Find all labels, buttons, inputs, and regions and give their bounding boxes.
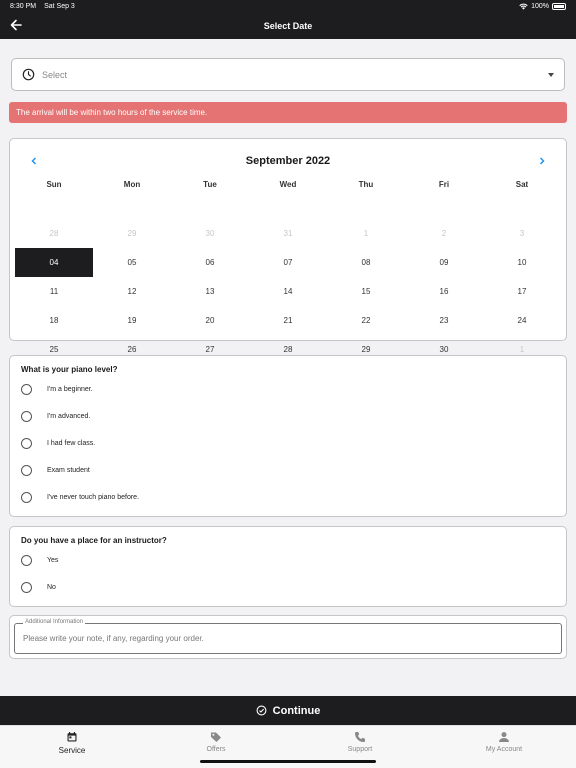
calendar-day: 3	[519, 229, 525, 238]
calendar-day[interactable]: 10	[517, 258, 527, 267]
calendar-day: 2	[441, 229, 447, 238]
calendar-day[interactable]: 27	[205, 345, 215, 354]
battery-icon	[552, 3, 566, 10]
alert-text: The arrival will be within two hours of the service time.	[16, 108, 208, 117]
calendar-day[interactable]: 12	[127, 287, 137, 296]
calendar-day-selected[interactable]: 04	[15, 248, 93, 277]
calendar-day[interactable]: 18	[49, 316, 59, 325]
calendar-day[interactable]: 26	[127, 345, 137, 354]
radio-icon	[21, 582, 32, 593]
calendar-weekdays	[15, 180, 561, 189]
tab-label: Support	[347, 746, 373, 753]
calendar-icon	[66, 731, 78, 743]
calendar-day[interactable]: 08	[361, 258, 371, 267]
calendar-day: 28	[49, 229, 59, 238]
option-label: No	[47, 584, 56, 591]
tab-label: My Account	[485, 746, 523, 753]
calendar-day[interactable]: 30	[439, 345, 449, 354]
continue-button[interactable]	[0, 696, 576, 725]
time-select-placeholder: Select	[42, 69, 68, 80]
additional-info-placeholder: Please write your note, if any, regarding your order.	[23, 634, 204, 643]
option-label: I've never touch piano before.	[47, 494, 140, 501]
calendar-day[interactable]: 21	[283, 316, 293, 325]
calendar-day: 29	[127, 229, 137, 238]
instructor-place-option[interactable]	[21, 555, 58, 566]
calendar-month: September 2022	[245, 155, 331, 167]
weekday-label: Thu	[358, 180, 374, 189]
instructor-place-question: Do you have a place for an instructor?	[21, 536, 167, 545]
tab-label: Offers	[206, 746, 226, 753]
calendar-day[interactable]: 09	[439, 258, 449, 267]
additional-info-field[interactable]	[14, 619, 562, 654]
instructor-place-option[interactable]	[21, 582, 56, 593]
calendar-day: 1	[363, 229, 369, 238]
calendar-day[interactable]: 16	[439, 287, 449, 296]
radio-icon	[21, 384, 32, 395]
calendar-day[interactable]: 06	[205, 258, 215, 267]
home-indicator	[200, 760, 376, 763]
app-bar	[0, 13, 576, 39]
weekday-label: Wed	[279, 180, 297, 189]
calendar-day[interactable]: 07	[283, 258, 293, 267]
option-label: I had few class.	[47, 440, 96, 447]
status-time: 8:30 PM	[10, 3, 37, 10]
weekday-label: Sun	[46, 180, 62, 189]
chevron-right-icon[interactable]	[537, 156, 547, 166]
calendar-day[interactable]: 25	[49, 345, 59, 354]
clock-icon	[22, 68, 35, 81]
piano-level-question: What is your piano level?	[21, 365, 118, 374]
instructor-place-card	[9, 526, 567, 607]
calendar-day[interactable]: 23	[439, 316, 449, 325]
tab-service[interactable]	[0, 726, 144, 768]
calendar-day[interactable]: 15	[361, 287, 371, 296]
option-label: I'm a beginner.	[47, 386, 93, 393]
radio-icon	[21, 555, 32, 566]
back-arrow-icon[interactable]	[9, 18, 23, 32]
radio-icon	[21, 411, 32, 422]
dropdown-caret-icon	[548, 73, 554, 77]
weekday-label: Mon	[123, 180, 141, 189]
calendar-day[interactable]: 24	[517, 316, 527, 325]
piano-level-option[interactable]	[21, 384, 93, 395]
page-title: Select Date	[263, 21, 313, 31]
check-circle-icon	[256, 705, 267, 716]
status-bar	[0, 0, 576, 13]
arrival-alert	[9, 102, 567, 123]
weekday-label: Sat	[515, 180, 529, 189]
calendar-day[interactable]: 05	[127, 258, 137, 267]
continue-label: Continue	[272, 704, 321, 717]
calendar-day: 30	[205, 229, 215, 238]
calendar-day[interactable]: 11	[49, 287, 59, 296]
weekday-label: Tue	[203, 180, 217, 189]
calendar-day[interactable]: 28	[283, 345, 293, 354]
calendar-day[interactable]: 22	[361, 316, 371, 325]
option-label: I'm advanced.	[47, 413, 91, 420]
option-label: Yes	[47, 557, 59, 564]
wifi-icon	[519, 3, 528, 10]
option-label: Exam student	[47, 467, 90, 474]
calendar-day: 31	[283, 229, 293, 238]
calendar-day[interactable]: 13	[205, 287, 215, 296]
piano-level-card	[9, 355, 567, 517]
radio-icon	[21, 438, 32, 449]
radio-icon	[21, 465, 32, 476]
calendar	[9, 138, 567, 354]
calendar-day[interactable]: 19	[127, 316, 137, 325]
status-date: Sat Sep 3	[44, 3, 75, 10]
tab-my-account[interactable]	[432, 726, 576, 768]
tag-icon	[210, 731, 222, 743]
person-icon	[498, 731, 510, 743]
additional-info-card	[9, 615, 567, 659]
battery-percent: 100%	[531, 3, 549, 10]
calendar-day: 1	[519, 345, 525, 354]
calendar-days	[15, 219, 561, 364]
weekday-label: Fri	[438, 180, 450, 189]
calendar-day[interactable]: 20	[205, 316, 215, 325]
calendar-day[interactable]: 14	[283, 287, 293, 296]
piano-level-option[interactable]	[21, 465, 90, 476]
time-select[interactable]	[11, 58, 565, 91]
tab-label: Service	[58, 746, 86, 755]
calendar-day[interactable]: 29	[361, 345, 371, 354]
additional-info-label: Additional Information	[25, 619, 84, 625]
piano-level-option[interactable]	[21, 438, 95, 449]
calendar-day[interactable]: 17	[517, 287, 527, 296]
radio-icon	[21, 492, 32, 503]
piano-level-option[interactable]	[21, 492, 139, 503]
piano-level-option[interactable]	[21, 411, 90, 422]
phone-icon	[354, 731, 366, 743]
